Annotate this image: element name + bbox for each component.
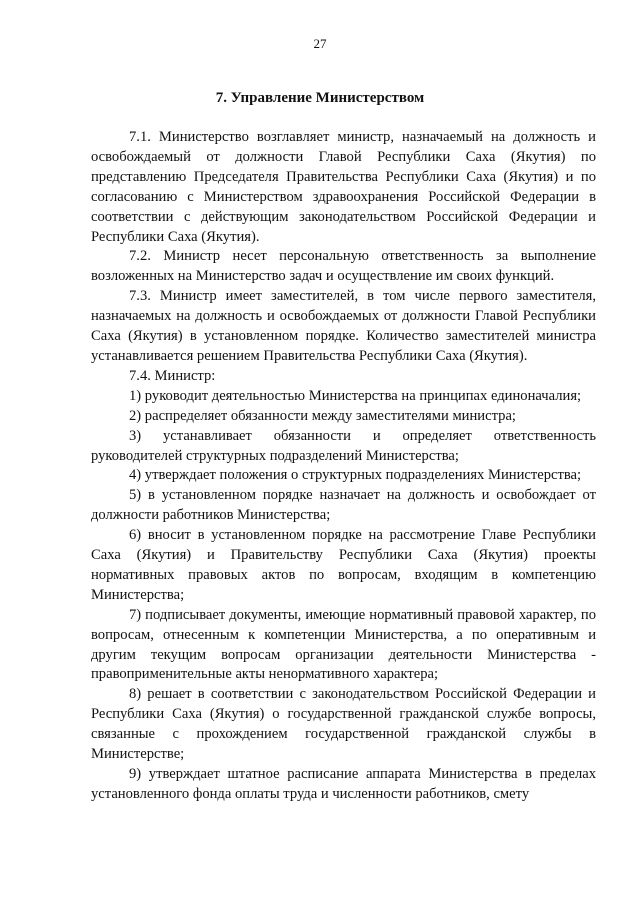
paragraph-7-1: 7.1. Министерство возглавляет министр, назначаемый на должность и освобождаемый от должности Главой Республики Саха (Якутия) по представлению Председателя Правительства Республики Саха (Якутия) и по согласованию с Министерством здравоохранения Российской Федерации в соответствии с действующим законодательством Российской Федерации и Республики Саха (Якутия).: [91, 129, 596, 245]
list-item-8: 8) решает в соответствии с законодательством Российской Федерации и Республики Саха (Якутия) о государственной гражданской службе вопросы, связанные с прохождением государственной гражданской службы в Министерстве;: [91, 686, 596, 763]
paragraph-7-2: 7.2. Министр несет персональную ответственность за выполнение возложенных на Министерство задач и осуществление им своих функций.: [91, 248, 596, 285]
section-title: 7. Управление Министерством: [215, 90, 425, 106]
paragraph-7-3: 7.3. Министр имеет заместителей, в том числе первого заместителя, назначаемых на должность и освобождаемых от должности Главой Республики Саха (Якутия) в установленном порядке. Количество заместителей министра устанавливается решением Правительства Республики Саха (Якутия).: [91, 288, 596, 364]
list-item-5: 5) в установленном порядке назначает на должность и освобождает от должности работников Министерства;: [91, 487, 596, 524]
list-item-3: 3) устанавливает обязанности и определяет ответственность руководителей структурных подразделений Министерства;: [91, 427, 596, 464]
list-item-9: 9) утверждает штатное расписание аппарата Министерства в пределах установленного фонда оплаты труда и численности работников, смету: [91, 766, 596, 802]
list-item-7: 7) подписывает документы, имеющие нормативный правовой характер, по вопросам, отнесенным к компетенции Министерства, а по оперативным и другим текущим вопросам организации деятельности Министерства - правоприменительные акты ненормативного характера;: [91, 606, 596, 683]
list-item-6: 6) вносит в установленном порядке на рассмотрение Главе Республики Саха (Якутия) и Правительству Республики Саха (Якутия) проекты нормативных правовых актов по вопросам, входящим в компетенцию Министерства;: [91, 527, 596, 603]
paragraph-7-4: 7.4. Министр:: [129, 367, 216, 384]
document-body: [91, 128, 596, 805]
list-item-4: 4) утверждает положения о структурных подразделениях Министерства;: [129, 467, 582, 484]
list-item-2: 2) распределяет обязанности между заместителями министра;: [129, 407, 516, 424]
list-item-1: 1) руководит деятельностью Министерства на принципах единоначалия;: [129, 387, 582, 404]
page-number: 27: [313, 36, 327, 51]
